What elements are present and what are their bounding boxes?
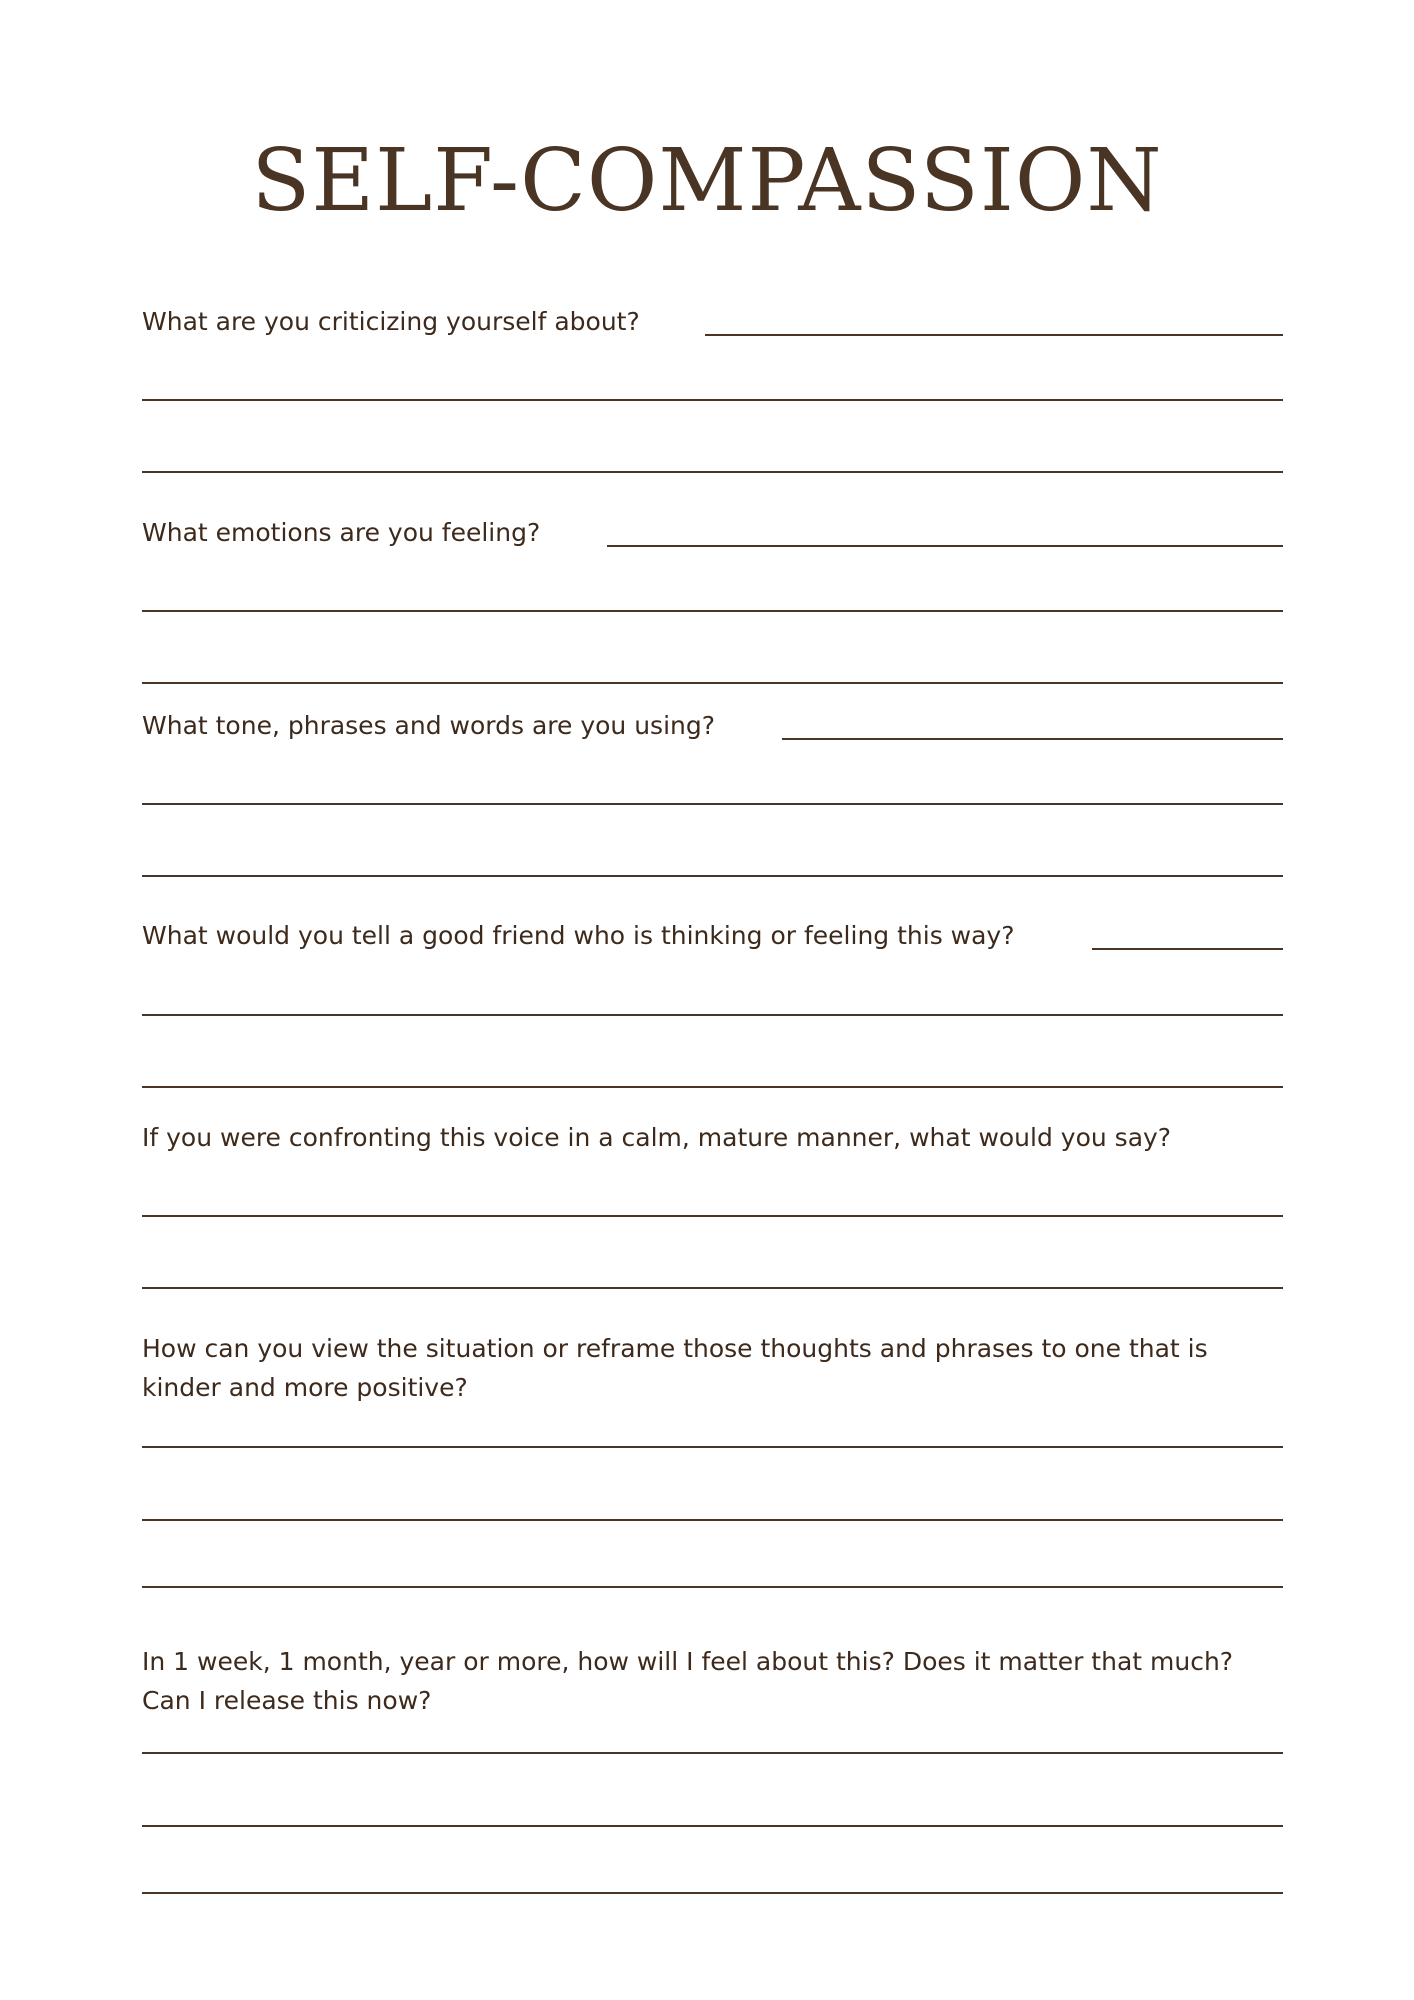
question-5-text: If you were confronting this voice in a calm, mature manner, what would you say? xyxy=(142,1123,1172,1152)
answer-line-1a[interactable] xyxy=(705,334,1283,336)
answer-line-2b[interactable] xyxy=(142,610,1283,612)
question-4 xyxy=(142,916,1015,955)
question-2 xyxy=(142,513,540,552)
answer-line-3c[interactable] xyxy=(142,875,1283,877)
answer-line-7a[interactable] xyxy=(142,1752,1283,1754)
question-3 xyxy=(142,706,715,745)
answer-line-1c[interactable] xyxy=(142,471,1283,473)
question-1-text: What are you criticizing yourself about? xyxy=(142,307,640,336)
answer-line-2c[interactable] xyxy=(142,682,1283,684)
answer-line-5a[interactable] xyxy=(142,1215,1283,1217)
answer-line-3a[interactable] xyxy=(782,738,1283,740)
question-2-text: What emotions are you feeling? xyxy=(142,518,541,547)
answer-line-1b[interactable] xyxy=(142,399,1283,401)
answer-line-2a[interactable] xyxy=(607,545,1283,547)
question-7-text-line2: Can I release this now? xyxy=(142,1686,432,1715)
question-5 xyxy=(142,1118,1171,1157)
question-6-text-line1: How can you view the situation or reframe those thoughts and phrases to one that is xyxy=(142,1334,1208,1363)
question-7-text-line1: In 1 week, 1 month, year or more, how will I feel about this? Does it matter that much? xyxy=(142,1647,1234,1676)
question-6-text-line2: kinder and more positive? xyxy=(142,1373,468,1402)
page-title: SELF-COMPASSION xyxy=(251,131,1163,231)
question-6 xyxy=(142,1329,1208,1407)
answer-line-7c[interactable] xyxy=(142,1892,1283,1894)
answer-line-4c[interactable] xyxy=(142,1086,1283,1088)
answer-line-3b[interactable] xyxy=(142,803,1283,805)
answer-line-4b[interactable] xyxy=(142,1014,1283,1016)
answer-line-6c[interactable] xyxy=(142,1586,1283,1588)
answer-line-4a[interactable] xyxy=(1092,948,1283,950)
answer-line-6b[interactable] xyxy=(142,1519,1283,1521)
answer-line-5b[interactable] xyxy=(142,1287,1283,1289)
answer-line-6a[interactable] xyxy=(142,1446,1283,1448)
question-3-text: What tone, phrases and words are you using? xyxy=(142,711,715,740)
question-4-text: What would you tell a good friend who is thinking or feeling this way? xyxy=(142,921,1015,950)
question-7 xyxy=(142,1642,1233,1720)
answer-line-7b[interactable] xyxy=(142,1825,1283,1827)
question-1 xyxy=(142,302,640,341)
